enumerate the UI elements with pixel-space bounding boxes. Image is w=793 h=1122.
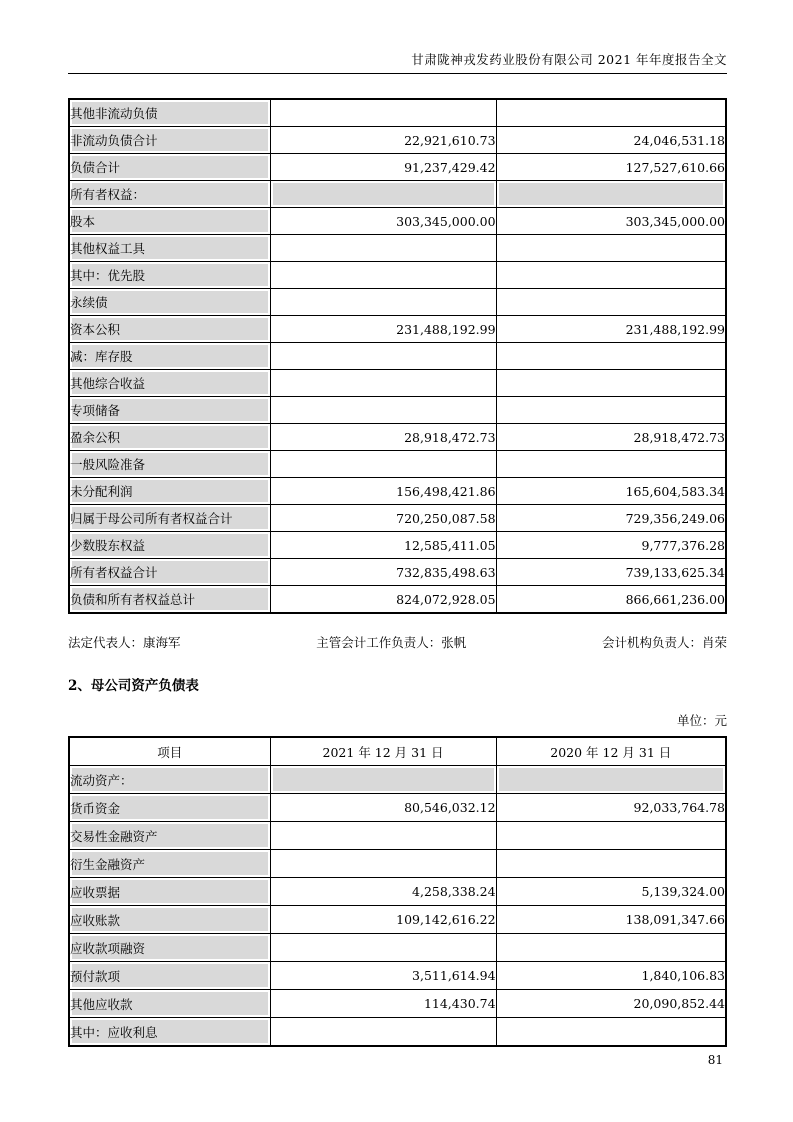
item-label-cell: 负债和所有者权益总计: [69, 586, 270, 614]
report-title: 甘肃陇神戎发药业股份有限公司 2021 年年度报告全文: [411, 52, 727, 67]
value-2021-cell: 303,345,000.00: [270, 208, 496, 235]
item-label-cell: 衍生金融资产: [69, 850, 270, 878]
value-2021-cell: 28,918,472.73: [270, 424, 496, 451]
value-2021-cell: [270, 370, 496, 397]
item-label-cell: 其中：优先股: [69, 262, 270, 289]
item-label-cell: 流动资产：: [69, 766, 270, 794]
value-2020-cell: 24,046,531.18: [496, 127, 726, 154]
value-2020-cell: 303,345,000.00: [496, 208, 726, 235]
value-2021-cell: [270, 397, 496, 424]
value-2020-cell: 92,033,764.78: [496, 794, 726, 822]
table-row: [69, 532, 726, 559]
table-row: [69, 316, 726, 343]
value-2020-cell: [496, 766, 726, 794]
accounting-supervisor: 主管会计工作负责人：张帆: [316, 635, 467, 650]
value-2020-cell: 231,488,192.99: [496, 316, 726, 343]
table-header-row: [69, 737, 726, 766]
table-row: [69, 586, 726, 614]
table-row: [69, 289, 726, 316]
table-row: [69, 397, 726, 424]
item-label-cell: 货币资金: [69, 794, 270, 822]
item-label-cell: 其他非流动负债: [69, 99, 270, 127]
table-row: [69, 1018, 726, 1047]
table-row: [69, 878, 726, 906]
item-label-cell: 盈余公积: [69, 424, 270, 451]
value-2020-cell: 1,840,106.83: [496, 962, 726, 990]
signature-row: [68, 635, 727, 651]
table-row: [69, 822, 726, 850]
value-2021-cell: [270, 289, 496, 316]
page-number: 81: [707, 1053, 723, 1067]
item-label-cell: 交易性金融资产: [69, 822, 270, 850]
item-label-cell: 所有者权益合计: [69, 559, 270, 586]
value-2021-cell: [270, 850, 496, 878]
value-2020-cell: 866,661,236.00: [496, 586, 726, 614]
item-label-cell: 永续债: [69, 289, 270, 316]
value-2021-cell: [270, 822, 496, 850]
value-2021-cell: 824,072,928.05: [270, 586, 496, 614]
value-2021-cell: 12,585,411.05: [270, 532, 496, 559]
value-2020-cell: [496, 235, 726, 262]
table-row: [69, 766, 726, 794]
section-title: 2、母公司资产负债表: [68, 678, 199, 694]
value-2020-cell: [496, 181, 726, 208]
item-label-cell: 应收款项融资: [69, 934, 270, 962]
table-row: [69, 99, 726, 127]
value-2021-cell: [270, 262, 496, 289]
table-row: [69, 934, 726, 962]
value-2020-cell: 5,139,324.00: [496, 878, 726, 906]
value-2021-cell: [270, 1018, 496, 1047]
value-2021-cell: 156,498,421.86: [270, 478, 496, 505]
value-2021-cell: 114,430.74: [270, 990, 496, 1018]
table-row: [69, 962, 726, 990]
value-2021-cell: 231,488,192.99: [270, 316, 496, 343]
item-label-cell: 所有者权益：: [69, 181, 270, 208]
item-label-cell: 应收账款: [69, 906, 270, 934]
value-2020-cell: [496, 343, 726, 370]
item-label-cell: 其他应收款: [69, 990, 270, 1018]
value-2021-cell: [270, 181, 496, 208]
item-label-cell: 其他综合收益: [69, 370, 270, 397]
value-2021-cell: 22,921,610.73: [270, 127, 496, 154]
header-rule: [68, 73, 727, 74]
column-header: 2021 年 12 月 31 日: [270, 737, 496, 766]
table-row: [69, 559, 726, 586]
document-header: [68, 52, 727, 68]
value-2020-cell: 28,918,472.73: [496, 424, 726, 451]
table-row: [69, 990, 726, 1018]
value-2020-cell: [496, 397, 726, 424]
value-2020-cell: 165,604,583.34: [496, 478, 726, 505]
item-label-cell: 应收票据: [69, 878, 270, 906]
value-2021-cell: [270, 451, 496, 478]
consolidated-balance-sheet-table: [68, 98, 727, 614]
value-2020-cell: 127,527,610.66: [496, 154, 726, 181]
value-2021-cell: [270, 343, 496, 370]
value-2020-cell: 138,091,347.66: [496, 906, 726, 934]
table-row: [69, 505, 726, 532]
item-label-cell: 归属于母公司所有者权益合计: [69, 505, 270, 532]
value-2020-cell: [496, 822, 726, 850]
parent-company-balance-sheet-table: [68, 736, 727, 1047]
value-2021-cell: 732,835,498.63: [270, 559, 496, 586]
value-2021-cell: 109,142,616.22: [270, 906, 496, 934]
accounting-org-head: 会计机构负责人：肖荣: [601, 635, 727, 650]
item-label-cell: 专项储备: [69, 397, 270, 424]
value-2021-cell: [270, 99, 496, 127]
item-label-cell: 负债合计: [69, 154, 270, 181]
value-2020-cell: [496, 1018, 726, 1047]
column-header: 项目: [69, 737, 270, 766]
value-2020-cell: 9,777,376.28: [496, 532, 726, 559]
value-2020-cell: [496, 934, 726, 962]
value-2021-cell: 720,250,087.58: [270, 505, 496, 532]
table-row: [69, 906, 726, 934]
item-label-cell: 未分配利润: [69, 478, 270, 505]
item-label-cell: 一般风险准备: [69, 451, 270, 478]
value-2021-cell: 3,511,614.94: [270, 962, 496, 990]
table-row: [69, 370, 726, 397]
table-row: [69, 181, 726, 208]
value-2020-cell: [496, 99, 726, 127]
value-2020-cell: 739,133,625.34: [496, 559, 726, 586]
value-2021-cell: [270, 235, 496, 262]
item-label-cell: 非流动负债合计: [69, 127, 270, 154]
item-label-cell: 资本公积: [69, 316, 270, 343]
value-2020-cell: [496, 289, 726, 316]
value-2020-cell: [496, 262, 726, 289]
value-2020-cell: 729,356,249.06: [496, 505, 726, 532]
value-2021-cell: 4,258,338.24: [270, 878, 496, 906]
value-2021-cell: [270, 934, 496, 962]
value-2020-cell: [496, 451, 726, 478]
item-label-cell: 少数股东权益: [69, 532, 270, 559]
value-2021-cell: [270, 766, 496, 794]
value-2020-cell: [496, 850, 726, 878]
table-row: [69, 794, 726, 822]
item-label-cell: 减：库存股: [69, 343, 270, 370]
table-row: [69, 208, 726, 235]
item-label-cell: 预付款项: [69, 962, 270, 990]
item-label-cell: 其他权益工具: [69, 235, 270, 262]
table-row: [69, 127, 726, 154]
table-row: [69, 850, 726, 878]
value-2021-cell: 80,546,032.12: [270, 794, 496, 822]
table-row: [69, 154, 726, 181]
unit-label: 单位：元: [676, 713, 727, 728]
item-label-cell: 股本: [69, 208, 270, 235]
table-row: [69, 451, 726, 478]
value-2020-cell: [496, 370, 726, 397]
table-row: [69, 262, 726, 289]
table-row: [69, 424, 726, 451]
column-header: 2020 年 12 月 31 日: [496, 737, 726, 766]
value-2021-cell: 91,237,429.42: [270, 154, 496, 181]
value-2020-cell: 20,090,852.44: [496, 990, 726, 1018]
legal-representative: 法定代表人：康海军: [68, 635, 181, 650]
table-row: [69, 478, 726, 505]
item-label-cell: 其中：应收利息: [69, 1018, 270, 1047]
table-row: [69, 343, 726, 370]
table-row: [69, 235, 726, 262]
